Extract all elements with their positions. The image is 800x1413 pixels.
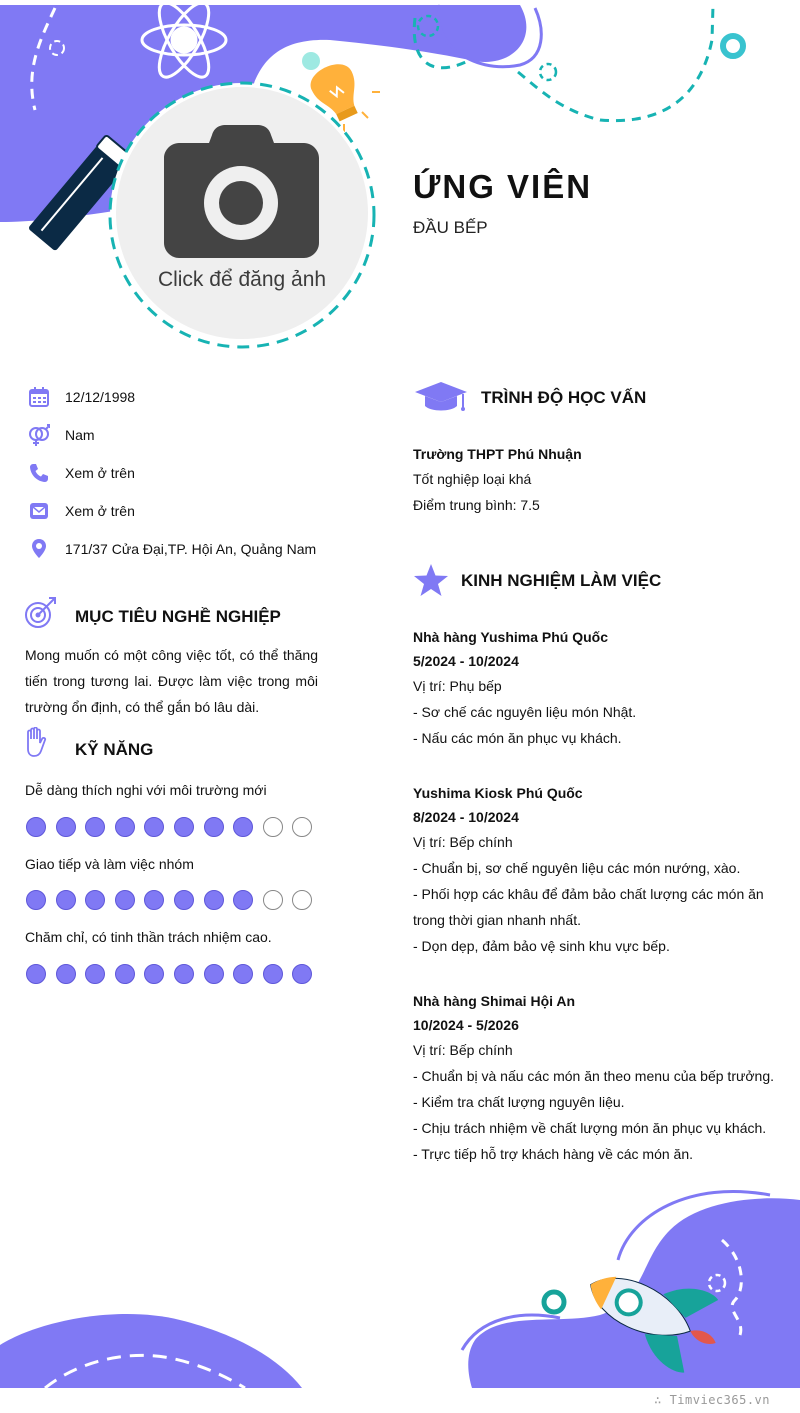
- rating-dot-filled: [204, 964, 224, 984]
- gender-icon: [28, 424, 50, 446]
- rating-dot-empty: [292, 890, 312, 910]
- education-line: Tốt nghiệp loại khá: [413, 471, 532, 487]
- phone-value: Xem ở trên: [65, 465, 135, 481]
- job-line: - Chuẩn bị và nấu các món ăn theo menu của bếp trưởng.: [413, 1068, 774, 1084]
- rating-dot-empty: [263, 890, 283, 910]
- job-period: 5/2024 - 10/2024: [413, 653, 519, 669]
- email-value: Xem ở trên: [65, 503, 135, 519]
- job-line: - Chuẩn bị, sơ chế nguyên liệu các món nướng, xào.: [413, 860, 741, 876]
- rating-dot-filled: [233, 890, 253, 910]
- bulb-highlight: [302, 52, 320, 70]
- info-address: [28, 538, 358, 562]
- rating-dot-filled: [144, 890, 164, 910]
- rating-dot-filled: [174, 817, 194, 837]
- birthday-value: 12/12/1998: [65, 389, 136, 405]
- job-company: Nhà hàng Shimai Hội An: [413, 993, 576, 1009]
- info-birthday: [28, 386, 358, 410]
- skill-rating: [25, 964, 325, 986]
- skill-name: Dễ dàng thích nghi với môi trường mới: [25, 782, 267, 798]
- candidate-name: ỨNG VIÊN: [413, 168, 593, 205]
- camera-icon: [164, 125, 319, 258]
- job-line: - Sơ chế các nguyên liệu món Nhật.: [413, 704, 637, 720]
- phone-icon: [28, 462, 50, 484]
- school-name: Trường THPT Phú Nhuận: [413, 446, 582, 462]
- objective-title: MỤC TIÊU NGHỀ NGHIỆP: [75, 607, 281, 626]
- watermark: ∴ Timviec365.vn: [654, 1393, 770, 1407]
- rating-dot-filled: [115, 890, 135, 910]
- rating-dot-filled: [174, 890, 194, 910]
- ring-icon: [723, 36, 743, 56]
- education-block: [413, 442, 783, 518]
- rating-dot-filled: [174, 964, 194, 984]
- rating-dot-filled: [233, 817, 253, 837]
- doodle-loop-teal: [540, 64, 556, 80]
- rating-dot-filled: [115, 817, 135, 837]
- rating-dot-filled: [233, 964, 253, 984]
- rating-dot-filled: [26, 890, 46, 910]
- rating-dot-filled: [26, 964, 46, 984]
- info-gender: [28, 424, 358, 448]
- bottom-left-blob: [0, 1314, 302, 1388]
- rating-dot-filled: [85, 890, 105, 910]
- rating-dot-empty: [292, 817, 312, 837]
- job-line: Vị trí: Phụ bếp: [413, 678, 502, 694]
- job-line: - Nấu các món ăn phục vụ khách.: [413, 730, 622, 746]
- objective-text: Mong muốn có một công việc tốt, có thể thăng tiến trong tương lai. Được làm việc trong môi trường ổn định, có thể gắn bó lâu dài.: [25, 647, 318, 715]
- rating-dot-filled: [144, 964, 164, 984]
- hand-icon: [24, 727, 48, 759]
- job-line: - Chịu trách nhiệm về chất lượng món ăn phục vụ khách.: [413, 1120, 767, 1136]
- info-phone: [28, 462, 358, 486]
- job-line: - Kiểm tra chất lượng nguyên liệu.: [413, 1094, 625, 1110]
- ring-icon: [544, 1292, 564, 1312]
- photo-upload-caption[interactable]: Click để đăng ảnh: [157, 268, 327, 291]
- job-line: Vị trí: Bếp chính: [413, 1042, 513, 1058]
- job-period: 8/2024 - 10/2024: [413, 809, 519, 825]
- education-title: TRÌNH ĐỘ HỌC VẤN: [481, 388, 647, 407]
- graduation-cap-icon: [413, 380, 469, 414]
- rating-dot-filled: [204, 890, 224, 910]
- job-company: Yushima Kiosk Phú Quốc: [413, 785, 583, 801]
- experience-title: KINH NGHIỆM LÀM VIỆC: [461, 571, 662, 590]
- address-value: 171/37 Cửa Đại,TP. Hội An, Quảng Nam: [65, 541, 317, 557]
- job-entry: [413, 989, 783, 1167]
- skill-rating: [25, 817, 325, 839]
- gender-value: Nam: [65, 427, 95, 443]
- target-icon: [24, 596, 58, 630]
- rating-dot-filled: [263, 964, 283, 984]
- calendar-icon: [28, 386, 50, 408]
- job-period: 10/2024 - 5/2026: [413, 1017, 519, 1033]
- rating-dot-filled: [292, 964, 312, 984]
- job-line: Vị trí: Bếp chính: [413, 834, 513, 850]
- rating-dot-filled: [56, 817, 76, 837]
- job-company: Nhà hàng Yushima Phú Quốc: [413, 629, 608, 645]
- star-icon: [413, 563, 449, 597]
- rating-dot-filled: [204, 817, 224, 837]
- info-email: [28, 500, 358, 524]
- rating-dot-filled: [56, 964, 76, 984]
- job-line: - Dọn dẹp, đảm bảo vệ sinh khu vực bếp.: [413, 938, 670, 954]
- rating-dot-filled: [85, 817, 105, 837]
- job-line: trong thời gian nhanh nhất.: [413, 912, 581, 928]
- profile-photo-placeholder[interactable]: [116, 87, 368, 339]
- candidate-role: ĐẦU BẾP: [413, 218, 488, 237]
- job-entry: [413, 625, 783, 751]
- rating-dot-filled: [115, 964, 135, 984]
- rating-dot-filled: [144, 817, 164, 837]
- rating-dot-empty: [263, 817, 283, 837]
- location-pin-icon: [28, 538, 50, 560]
- email-icon: [28, 500, 50, 522]
- skill-name: Chăm chỉ, có tinh thần trách nhiệm cao.: [25, 929, 272, 945]
- job-line: - Phối hợp các khâu để đảm bảo chất lượng các món ăn: [413, 886, 764, 902]
- skills-title: KỸ NĂNG: [75, 740, 154, 759]
- rating-dot-filled: [56, 890, 76, 910]
- job-line: - Trực tiếp hỗ trợ khách hàng về các món ăn.: [413, 1146, 694, 1162]
- education-line: Điểm trung bình: 7.5: [413, 497, 540, 513]
- rating-dot-filled: [85, 964, 105, 984]
- job-entry: [413, 781, 783, 959]
- skill-rating: [25, 890, 325, 912]
- skill-name: Giao tiếp và làm việc nhóm: [25, 856, 194, 872]
- rating-dot-filled: [26, 817, 46, 837]
